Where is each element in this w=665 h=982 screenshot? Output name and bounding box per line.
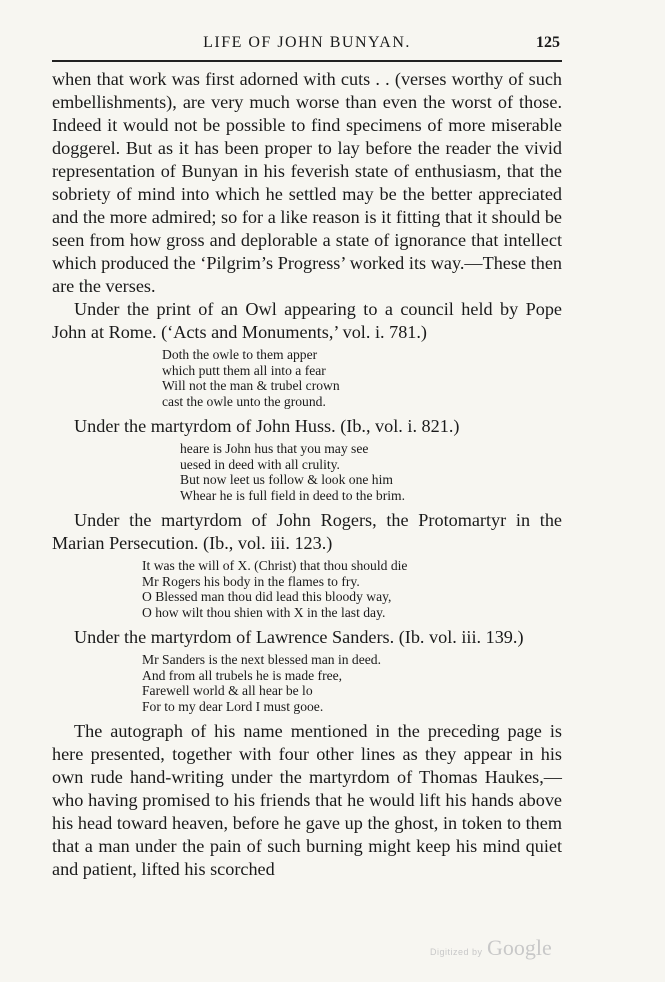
verse-line: O Blessed man thou did lead this bloody way, [142,589,392,604]
verse-line: But now leet us follow & look one him [180,472,393,487]
verse-owl [52,347,562,409]
watermark-small: Digitized by [430,947,483,957]
verse-line: For to my dear Lord I must gooe. [142,698,324,714]
verse-line: Whear he is full field in deed to the brim. [180,487,405,503]
verse-sanders [52,652,562,714]
page-number: 125 [536,34,560,51]
paragraph-rogers: Under the martyrdom of John Rogers, the Protomartyr in the Marian Persecution. (Ib., vol. iii. 123.) [52,510,562,553]
paragraph-owl: Under the print of an Owl appearing to a council held by Pope John at Rome. (‘Acts and Monuments,’ vol. i. 781.) [52,299,562,342]
verse-rogers [52,558,562,620]
header-rule [52,60,562,62]
digitized-watermark [430,935,552,961]
page-body [52,68,562,881]
paragraph-sanders: Under the martyrdom of Lawrence Sanders. (Ib. vol. iii. 139.) [74,627,524,647]
verse-line: Farewell world & all hear be lo [142,683,313,698]
verse-line: Mr Rogers his body in the flames to fry. [142,573,360,589]
verse-line: cast the owle unto the ground. [162,393,326,409]
verse-line: which putt them all into a fear [162,362,326,378]
verse-line: Mr Sanders is the next blessed man in deed. [142,652,381,667]
verse-line: O how wilt thou shien with X in the last day. [142,604,386,620]
verse-line: Doth the owle to them apper [162,347,318,362]
verse-line: It was the will of X. (Christ) that thou should die [142,558,408,573]
verse-huss [52,441,562,503]
paragraph-huss: Under the martyrdom of John Huss. (Ib., vol. i. 821.) [74,416,460,436]
page [52,30,562,881]
running-header [52,30,562,56]
watermark-logo: Google [486,935,552,960]
paragraph-autograph: The autograph of his name mentioned in the preceding page is here presented, together with four other lines as they appear in his own rude hand-writing under the martyrdom of Thomas Haukes,—who having promised to his friends that he would lift his hands above his head toward heaven, before he gave up the ghost, in token to them that a man under the pain of such burning might keep his mind quiet and patient, lifted his scorched [52,721,562,879]
paragraph-intro: when that work was first adorned with cuts . . (verses worthy of such embellishments), are very much worse than even the worst of those. Indeed it would not be possible to find specimens of more miserable doggerel. But as it has been proper to lay before the reader the vivid representation of Bunyan in his feverish state of enthusiasm, that the sobriety of mind into which he settled may be the better appreciated and the more admired; so for a like reason is it fitting that it should be seen from how gross and deplorable a state of ignorance that intellect which produced the ‘Pilgrim’s Progress’ worked its way.—These then are the verses. [52,69,562,296]
verse-line: uesed in deed with all crulity. [180,456,340,472]
running-title: LIFE OF JOHN BUNYAN. [203,34,411,51]
verse-line: And from all trubels he is made free, [142,667,343,683]
verse-line: Will not the man & trubel crown [162,378,340,393]
verse-line: heare is John hus that you may see [180,441,369,456]
